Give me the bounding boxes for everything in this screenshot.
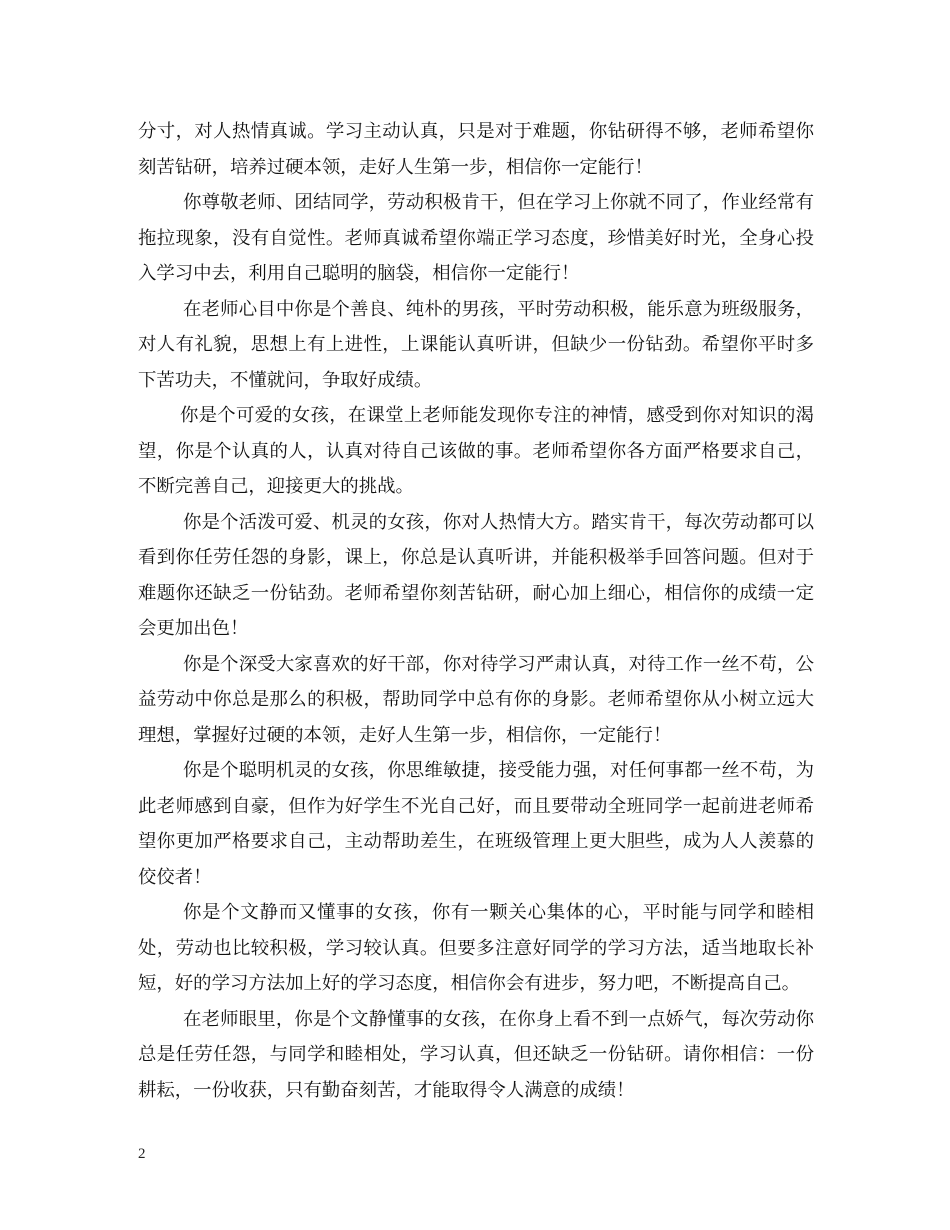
comment-paragraph-4: 你是个可爱的女孩，在课堂上老师能发现你专注的神情，感受到你对知识的渴望，你是个认真的人，认真对待自己该做的事。老师希望你各方面严格要求自己，不断完善自己，迎接更大的挑战。 — [138, 405, 814, 497]
comment-paragraph-3: 在老师心目中你是个善良、纯朴的男孩，平时劳动积极，能乐意为班级服务，对人有礼貌，思想上有上进性，上课能认真听讲，但缺少一份钻劲。希望你平时多下苦功夫，不懂就问，争取好成绩。 — [138, 298, 814, 391]
comment-paragraph-8: 你是个文静而又懂事的女孩，你有一颗关心集体的心，平时能与同学和睦相处，劳动也比较积极，学习较认真。但要多注意好同学的学习方法，适当地取长补短，好的学习方法加上好的学习态度，相信你会有进步，努力吧，不断提高自己。 — [138, 902, 814, 994]
comment-paragraph-1: 分寸，对人热情真诚。学习主动认真，只是对于难题，你钻研得不够，老师希望你刻苦钻研，培养过硬本领，走好人生第一步，相信你一定能行！ — [138, 121, 814, 178]
comment-paragraph-6: 你是个深受大家喜欢的好干部，你对待学习严肃认真，对待工作一丝不苟，公益劳动中你总是那么的积极，帮助同学中总有你的身影。老师希望你从小树立远大理想，掌握好过硬的本领，走好人生第一步，相信你，一定能行！ — [138, 653, 814, 746]
comment-paragraph-7: 你是个聪明机灵的女孩，你思维敏捷，接受能力强，对任何事都一丝不苟，为此老师感到自豪，但作为好学生不光自己好，而且要带动全班同学一起前进老师希望你更加严格要求自己，主动帮助差生，在班级管理上更大胆些，成为人人羡慕的佼佼者！ — [138, 760, 814, 888]
comment-paragraph-2: 你尊敬老师、团结同学，劳动积极肯干，但在学习上你就不同了，作业经常有拖拉现象，没有自觉性。老师真诚希望你端正学习态度，珍惜美好时光，全身心投入学习中去，利用自己聪明的脑袋，相信你一定能行！ — [138, 192, 814, 284]
comment-paragraph-5: 你是个活泼可爱、机灵的女孩，你对人热情大方。踏实肯干，每次劳动都可以看到你任劳任怨的身影，课上，你总是认真听讲，并能积极举手回答问题。但对于难题你还缺乏一份钻劲。老师希望你刻苦钻研，耐心加上细心，相信你的成绩一定会更加出色！ — [138, 511, 814, 639]
document-body — [138, 114, 814, 1108]
page-number: 2 — [138, 1146, 146, 1162]
comment-paragraph-9: 在老师眼里，你是个文静懂事的女孩，在你身上看不到一点娇气，每次劳动你总是任劳任怨，与同学和睦相处，学习认真，但还缺乏一份钻研。请你相信：一份耕耘，一份收获，只有勤奋刻苦，才能取得令人满意的成绩！ — [138, 1008, 814, 1101]
